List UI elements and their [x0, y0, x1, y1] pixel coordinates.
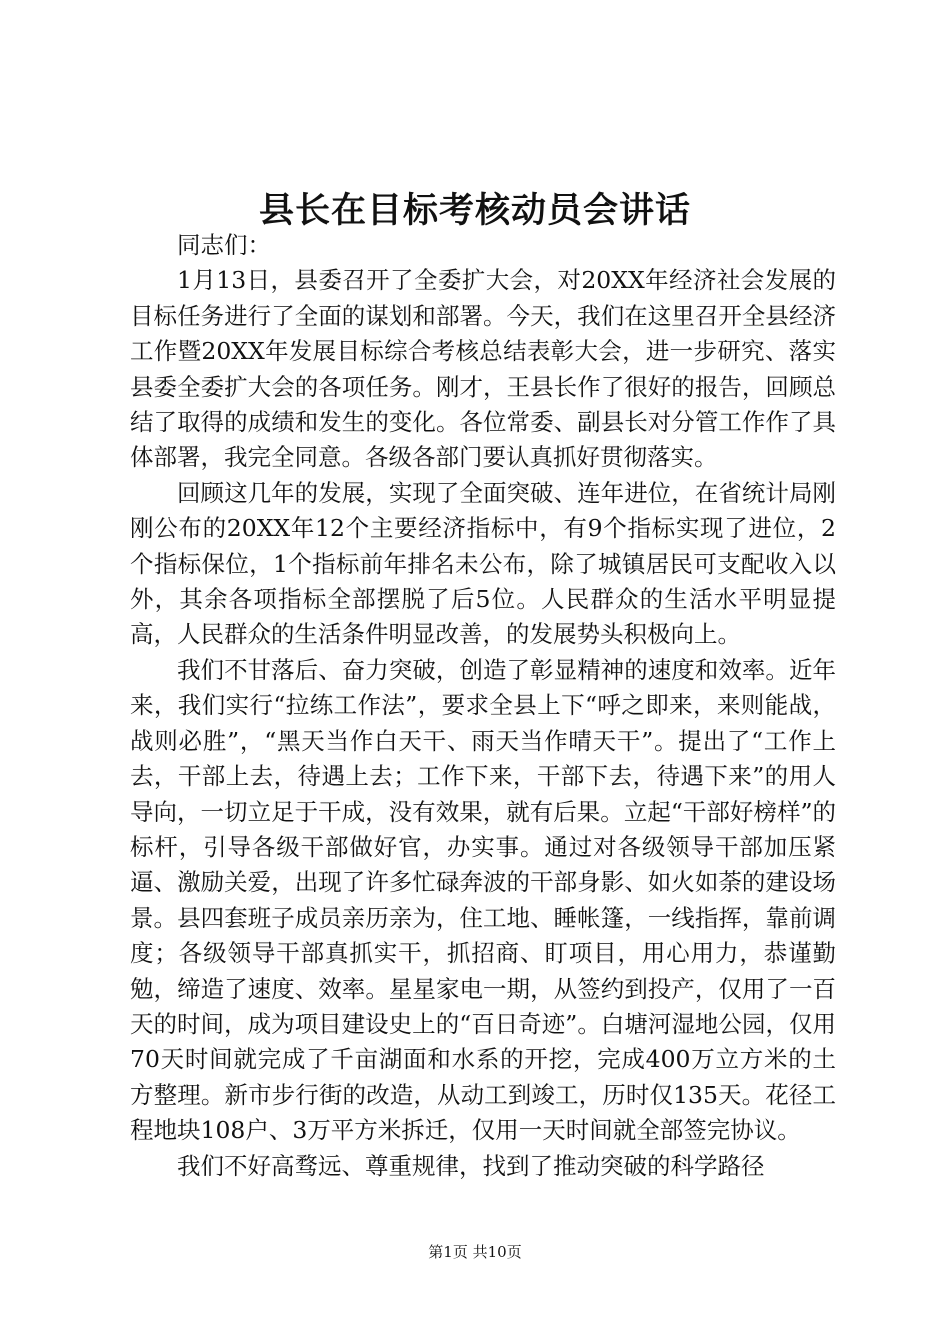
paragraph-1: 1月13日，县委召开了全委扩大会，对20XX年经济社会发展的目标任务进行了全面的谋划和部署。今天，我们在这里召开全县经济工作暨20XX年发展目标综合考核总结表彰大会，进一步研究、落实县委全委扩大会的各项任务。刚才，王县长作了很好的报告，回顾总结了取得的成绩和发生的变化。各位常委、副县长对分管工作作了具体部署，我完全同意。各级各部门要认真抓好贯彻落实。	[130, 266, 836, 472]
document-title: 县长在目标考核动员会讲话	[258, 190, 691, 231]
page-footer: 第1页 共10页	[428, 1243, 522, 1261]
paragraph-4: 我们不好高骛远、尊重规律，找到了推动突破的科学路径	[177, 1151, 765, 1180]
document-body	[130, 228, 836, 1184]
paragraph-3: 我们不甘落后、奋力突破，创造了彰显精神的速度和效率。近年来，我们实行“拉练工作法”，要求全县上下“呼之即来，来则能战，战则必胜”，“黑天当作白天干、雨天当作晴天干”。提出了“工作上去，干部上去，待遇上去；工作下来，干部下去，待遇下来”的用人导向，一切立足于干成，没有效果，就有后果。立起“干部好榜样”的标杆，引导各级干部做好官，办实事。通过对各级领导干部加压紧逼、激励关爱，出现了许多忙碌奔波的干部身影、如火如荼的建设场景。县四套班子成员亲历亲为，住工地、睡帐篷，一线指挥，靠前调度；各级领导干部真抓实干，抓招商、盯项目，用心用力，恭谨勤勉，缔造了速度、效率。星星家电一期，从签约到投产，仅用了一百天的时间，成为项目建设史上的“百日奇迹”。白塘河湿地公园，仅用70天时间就完成了千亩湖面和水系的开挖，完成400万立方米的土方整理。新市步行街的改造，从动工到竣工，历时仅135天。花径工程地块108户、3万平方米拆迁，仅用一天时间就全部签完协议。	[130, 655, 836, 1145]
salutation: 同志们：	[177, 231, 271, 259]
paragraph-2: 回顾这几年的发展，实现了全面突破、连年进位，在省统计局刚刚公布的20XX年12个主要经济指标中，有9个指标实现了进位，2个指标保位，1个指标前年排名未公布，除了城镇居民可支配收入以外，其余各项指标全部摆脱了后5位。人民群众的生活水平明显提高，人民群众的生活条件明显改善，的发展势头积极向上。	[130, 478, 836, 649]
